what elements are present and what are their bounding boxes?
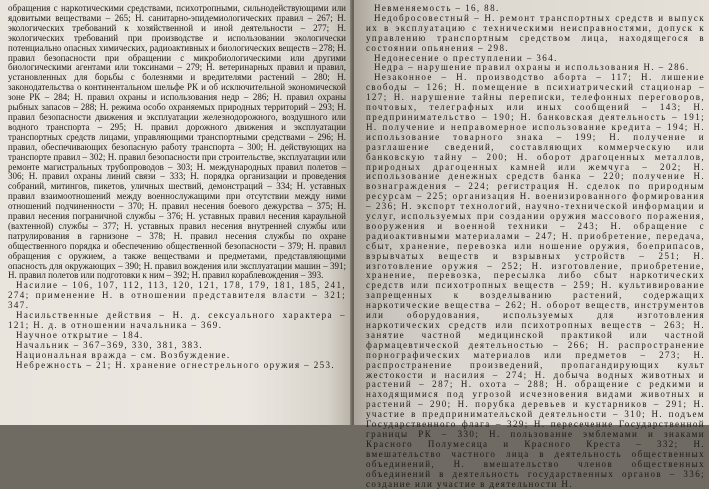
entry-nasilie: Насилие – 106, 107, 112, 113, 120, 121, 178, 179, 181, 185, 241, 274; применение Н. в отношении представителя власти – 321; 347. (8, 280, 346, 311)
left-page (0, 0, 352, 425)
entry-nebrezhnost: Небрежность – 21; Н. хранение огнестрельного оружия – 253. (16, 359, 336, 370)
entry-nachalnik: Начальник – 367–369, 330, 381, 383. (16, 339, 204, 350)
entry-nevmenyaemost: Невменяемость – 16, 88. (374, 3, 500, 13)
entry-natsionalnaya-vrazhda: Национальная вражда – см. Возбуждение. (16, 349, 231, 360)
entry-nedobrosovestnyy: Недобросовестный – Н. ремонт транспортных средств и выпуск их в эксплуатацию с техническими неисправностями, допуск к управлению транспортным средством лица, находящегося в состоянии опьянения – 298. (366, 12, 705, 53)
right-page (354, 0, 709, 489)
entry-nedra: Недра – нарушение правил охраны и использования Н. – 286. (374, 62, 690, 73)
entry-nedonesenie: Недонесение о преступлении – 364. (374, 52, 558, 63)
entry-nauchnoe-otkrytie: Научное открытие – 184. (16, 329, 144, 340)
entry-narushenie-continuation: обращения с наркотическими средствами, психотропными, сильнодействующими или ядовитыми веществами – 265; Н. санитарно-эпидемиологических правил – 267; Н. экологических требований к хозяйственной и иной деятельности – 277; Н. экологических требований при производстве и использовании экологически потенциально опасных химических, радиоактивных и биологических веществ – 278; Н. правил безопасности при обращении с микробиологическими или другими биологическими агентами или токсинами – 279; Н. ветеринарных правил и правил, установленных для борьбы с болезнями и вредителями растений – 280; Н. законодательства о континентальном шельфе РК и об исключительной экономической зоне РК – 284; Н. правил охраны и использования недр – 286; Н. правил охраны рыбных запасов – 288; Н. режима особо охраняемых природных территорий – 293; Н. правил безопасности движения и эксплуатации железнодорожного, воздушного или водного транспорта – 295; Н. правил дорожного движения и эксплуатации транспортных средств лицами, управляющими транспортными средствами – 296; Н. правил, обеспечивающих безопасную работу транспорта – 300; Н. действующих на транспорте правил – 302; Н. правил безопасности при строительстве, эксплуатации или ремонте магистральных трубопроводов – 303; Н. международных правил полетов – 306; Н. правил охраны линий связи – 333; Н. порядка организации и проведения собраний, митингов, пикетов, уличных шествий, демонстраций – 334; Н. уставных правил взаимоотношений между военнослужащими при отсутствии между ними отношений подчиненности – 370; Н. правил несения боевого дежурства – 375; Н. правил несения пограничной службы – 376; Н. уставных правил несения караульной (вахтенной) службы – 377; Н. уставных правил несения внутренней службы или патрулирования в гарнизоне – 378; Н. правил несения службы по охране общественного порядка и обеспечению общественной безопасности – 379; Н. правил обращения с оружием, а также веществами и предметами, представляющими опасность для окружающих – 390; Н. правил вождения или эксплуатации машин – 391; Н. правил полетов или подготовки к ним – 392; Н. правил кораблевождения – 393. (8, 3, 346, 281)
entry-nasilstvennye-deystviya: Насильственные действия – Н. д. сексуального характера – 121; Н. д. в отношении начальника – 369. (8, 310, 346, 330)
entry-nezakonnoe: Незаконное – Н. производство аборта – 117; Н. лишение свободы – 126; Н. помещение в психиатрический стационар – 127; Н. нарушение тайны переписки, телефонных переговоров, почтовых, телеграфных или иных сообщений – 143; Н. предпринимательство – 190; Н. банковская деятельность – 191; Н. получение и неправомерное использование кредита – 194; Н. использование товарного знака – 199; Н. получение и разглашение сведений, составляющих коммерческую или банковскую тайну – 200; Н. оборот драгоценных металлов, природных драгоценных камней или жемчуга – 202; Н. использование денежных средств банка – 220; получение Н. вознаграждения – 224; регистрация Н. сделок по природным ресурсам – 225; организация Н. военизированного формирования – 236; Н. экспорт технологий, научно-технической информации и услуг, используемых при создании оружия массового поражения, вооружения и военной техники – 243; Н. обращение с радиоактивными материалами – 247; Н. приобретение, передача, сбыт, хранение, перевозка или ношение оружия, боеприпасов, взрывчатых веществ и взрывных устройств – 251; Н. изготовление оружия – 252; Н. изготовление, приобретение, хранение, перевозка, пересылка либо сбыт наркотических средств или психотропных веществ – 259; Н. культивирование запрещенных к возделыванию растений, содержащих наркотические вещества – 262; Н. оборот веществ, инструментов или оборудования, используемых для изготовления наркотических средств или психотропных веществ – 263; Н. занятие частной медицинской практикой или частной фармацевтической деятельностью – 266; Н. распространение порнографических материалов или предметов – 273; Н. распространение произведений, пропагандирующих культ жестокости и насилия – 274; Н. добыча водных животных и растений – 287; Н. охота – 288; Н. обращение с редкими и находящимися под угрозой исчезновения видами животных и растений – 290; Н. порубка деревьев и кустарников – 291; Н. участие в предпринимательской деятельности – 310; Н. подъем Государственного флага – 329; Н. пересечение Государственной границы РК – 330; Н. пользование эмблемами и знаками Красного Полумесяца и Красного Креста – 332; Н. вмешательство частного лица в деятельность общественных объединений, Н. вмешательство членов общественных объединений в деятельность государственных органов – 336; создание или участие в деятельности Н. (366, 72, 705, 489)
